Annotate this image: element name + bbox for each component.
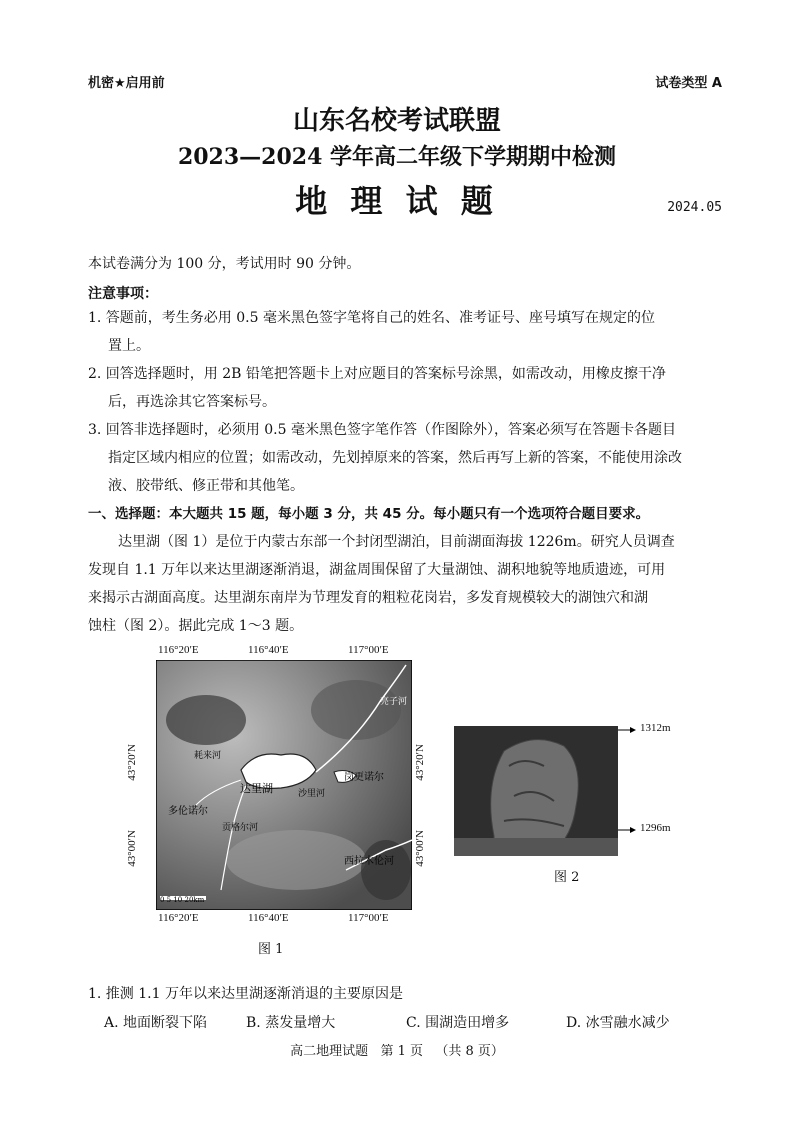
paper-type-label: 试卷类型 A — [655, 76, 722, 91]
question-1-option-d: D. 冰雪融水减少 — [566, 1015, 670, 1031]
question-1-option-a: A. 地面断裂下陷 — [104, 1015, 208, 1031]
passage-line: 发现自 1.1 万年以来达里湖逐渐消退，湖盆周围保留了大量湖蚀、湖积地貌等地质遗迹，可用 — [88, 562, 666, 578]
river-label: 亮子河 — [380, 697, 408, 707]
exam-title: 2023—2024 学年高二年级下学期期中检测 — [177, 144, 617, 170]
dali-lake-satellite-map — [156, 660, 412, 910]
lake-pillar-photo — [454, 726, 618, 856]
lon-label: 116°40′E — [248, 912, 289, 924]
alliance-title: 山东名校考试联盟 — [292, 106, 501, 136]
lon-label: 116°20′E — [158, 912, 199, 924]
section-heading: 一、选择题：本大题共 15 题，每小题 3 分，共 45 分。每小题只有一个选项符合题目要求。 — [88, 506, 650, 522]
notice-line: 1. 答题前，考生务必用 0.5 毫米黑色签字笔将自己的姓名、准考证号、座号填写在规定的位 — [88, 310, 655, 326]
exam-date: 2024.05 — [667, 200, 722, 215]
notice-heading: 注意事项： — [88, 286, 158, 302]
lat-label: 43°20′N — [414, 744, 426, 781]
river-label: 耗来河 — [194, 751, 222, 761]
notice-line: 3. 回答非选择题时，必须用 0.5 毫米黑色签字笔作答（作图除外），答案必须写在答题卡各题目 — [88, 422, 676, 438]
intro-text: 本试卷满分为 100 分，考试用时 90 分钟。 — [88, 256, 361, 272]
lat-label: 43°00′N — [126, 830, 138, 867]
question-1-option-b: B. 蒸发量增大 — [246, 1015, 336, 1031]
notice-line: 指定区域内相应的位置；如需改动，先划掉原来的答案，然后再写上新的答案，不能使用涂改 — [108, 450, 682, 466]
notice-line: 置上。 — [108, 338, 150, 354]
notice-line: 液、胶带纸、修正带和其他笔。 — [108, 478, 304, 494]
subject-title: 地 理 试 题 — [295, 182, 499, 220]
notice-line: 2. 回答选择题时，用 2B 铅笔把答题卡上对应题目的答案标号涂黑，如需改动，用橡皮擦干净 — [88, 366, 666, 382]
question-1-option-c: C. 围湖造田增多 — [406, 1015, 510, 1031]
place-label: 多伦诺尔 — [168, 806, 208, 817]
lat-label: 43°20′N — [126, 744, 138, 781]
page-footer: 高二地理试题 第 1 页 （共 8 页） — [290, 1044, 504, 1059]
passage-line: 来揭示古湖面高度。达里湖东南岸为节理发育的粗粒花岗岩，多发育规模较大的湖蚀穴和湖 — [88, 590, 648, 606]
river-label: 西拉木伦河 — [344, 856, 394, 867]
place-label: 岗更诺尔 — [344, 772, 384, 783]
lat-label: 43°00′N — [414, 830, 426, 867]
top-elevation-label: 1312m — [640, 722, 671, 734]
figure-1 — [126, 644, 438, 957]
river-label: 沙里河 — [298, 789, 326, 799]
figure-2 — [454, 716, 694, 886]
notice-line: 后，再选涂其它答案标号。 — [108, 394, 276, 410]
figure-1-caption: 图 1 — [258, 942, 284, 957]
river-label: 贡格尔河 — [222, 823, 259, 833]
bottom-elevation-label: 1296m — [640, 822, 671, 834]
passage-line: 蚀柱（图 2）。据此完成 1～3 题。 — [88, 618, 304, 634]
confidential-label: 机密★启用前 — [88, 76, 165, 91]
scale-bar-label: 0 5 10 20km — [160, 896, 205, 904]
lon-label: 117°00′E — [348, 644, 389, 656]
lon-label: 116°40′E — [248, 644, 289, 656]
lon-label: 117°00′E — [348, 912, 389, 924]
passage-line: 达里湖（图 1）是位于内蒙古东部一个封闭型湖泊，目前湖面海拔 1226m。研究人员调查 — [118, 534, 675, 550]
question-1-stem: 1. 推测 1.1 万年以来达里湖逐渐消退的主要原因是 — [88, 986, 403, 1002]
figure-2-caption: 图 2 — [554, 870, 580, 885]
lon-label: 116°20′E — [158, 644, 199, 656]
lake-label: 达里湖 — [240, 782, 273, 795]
